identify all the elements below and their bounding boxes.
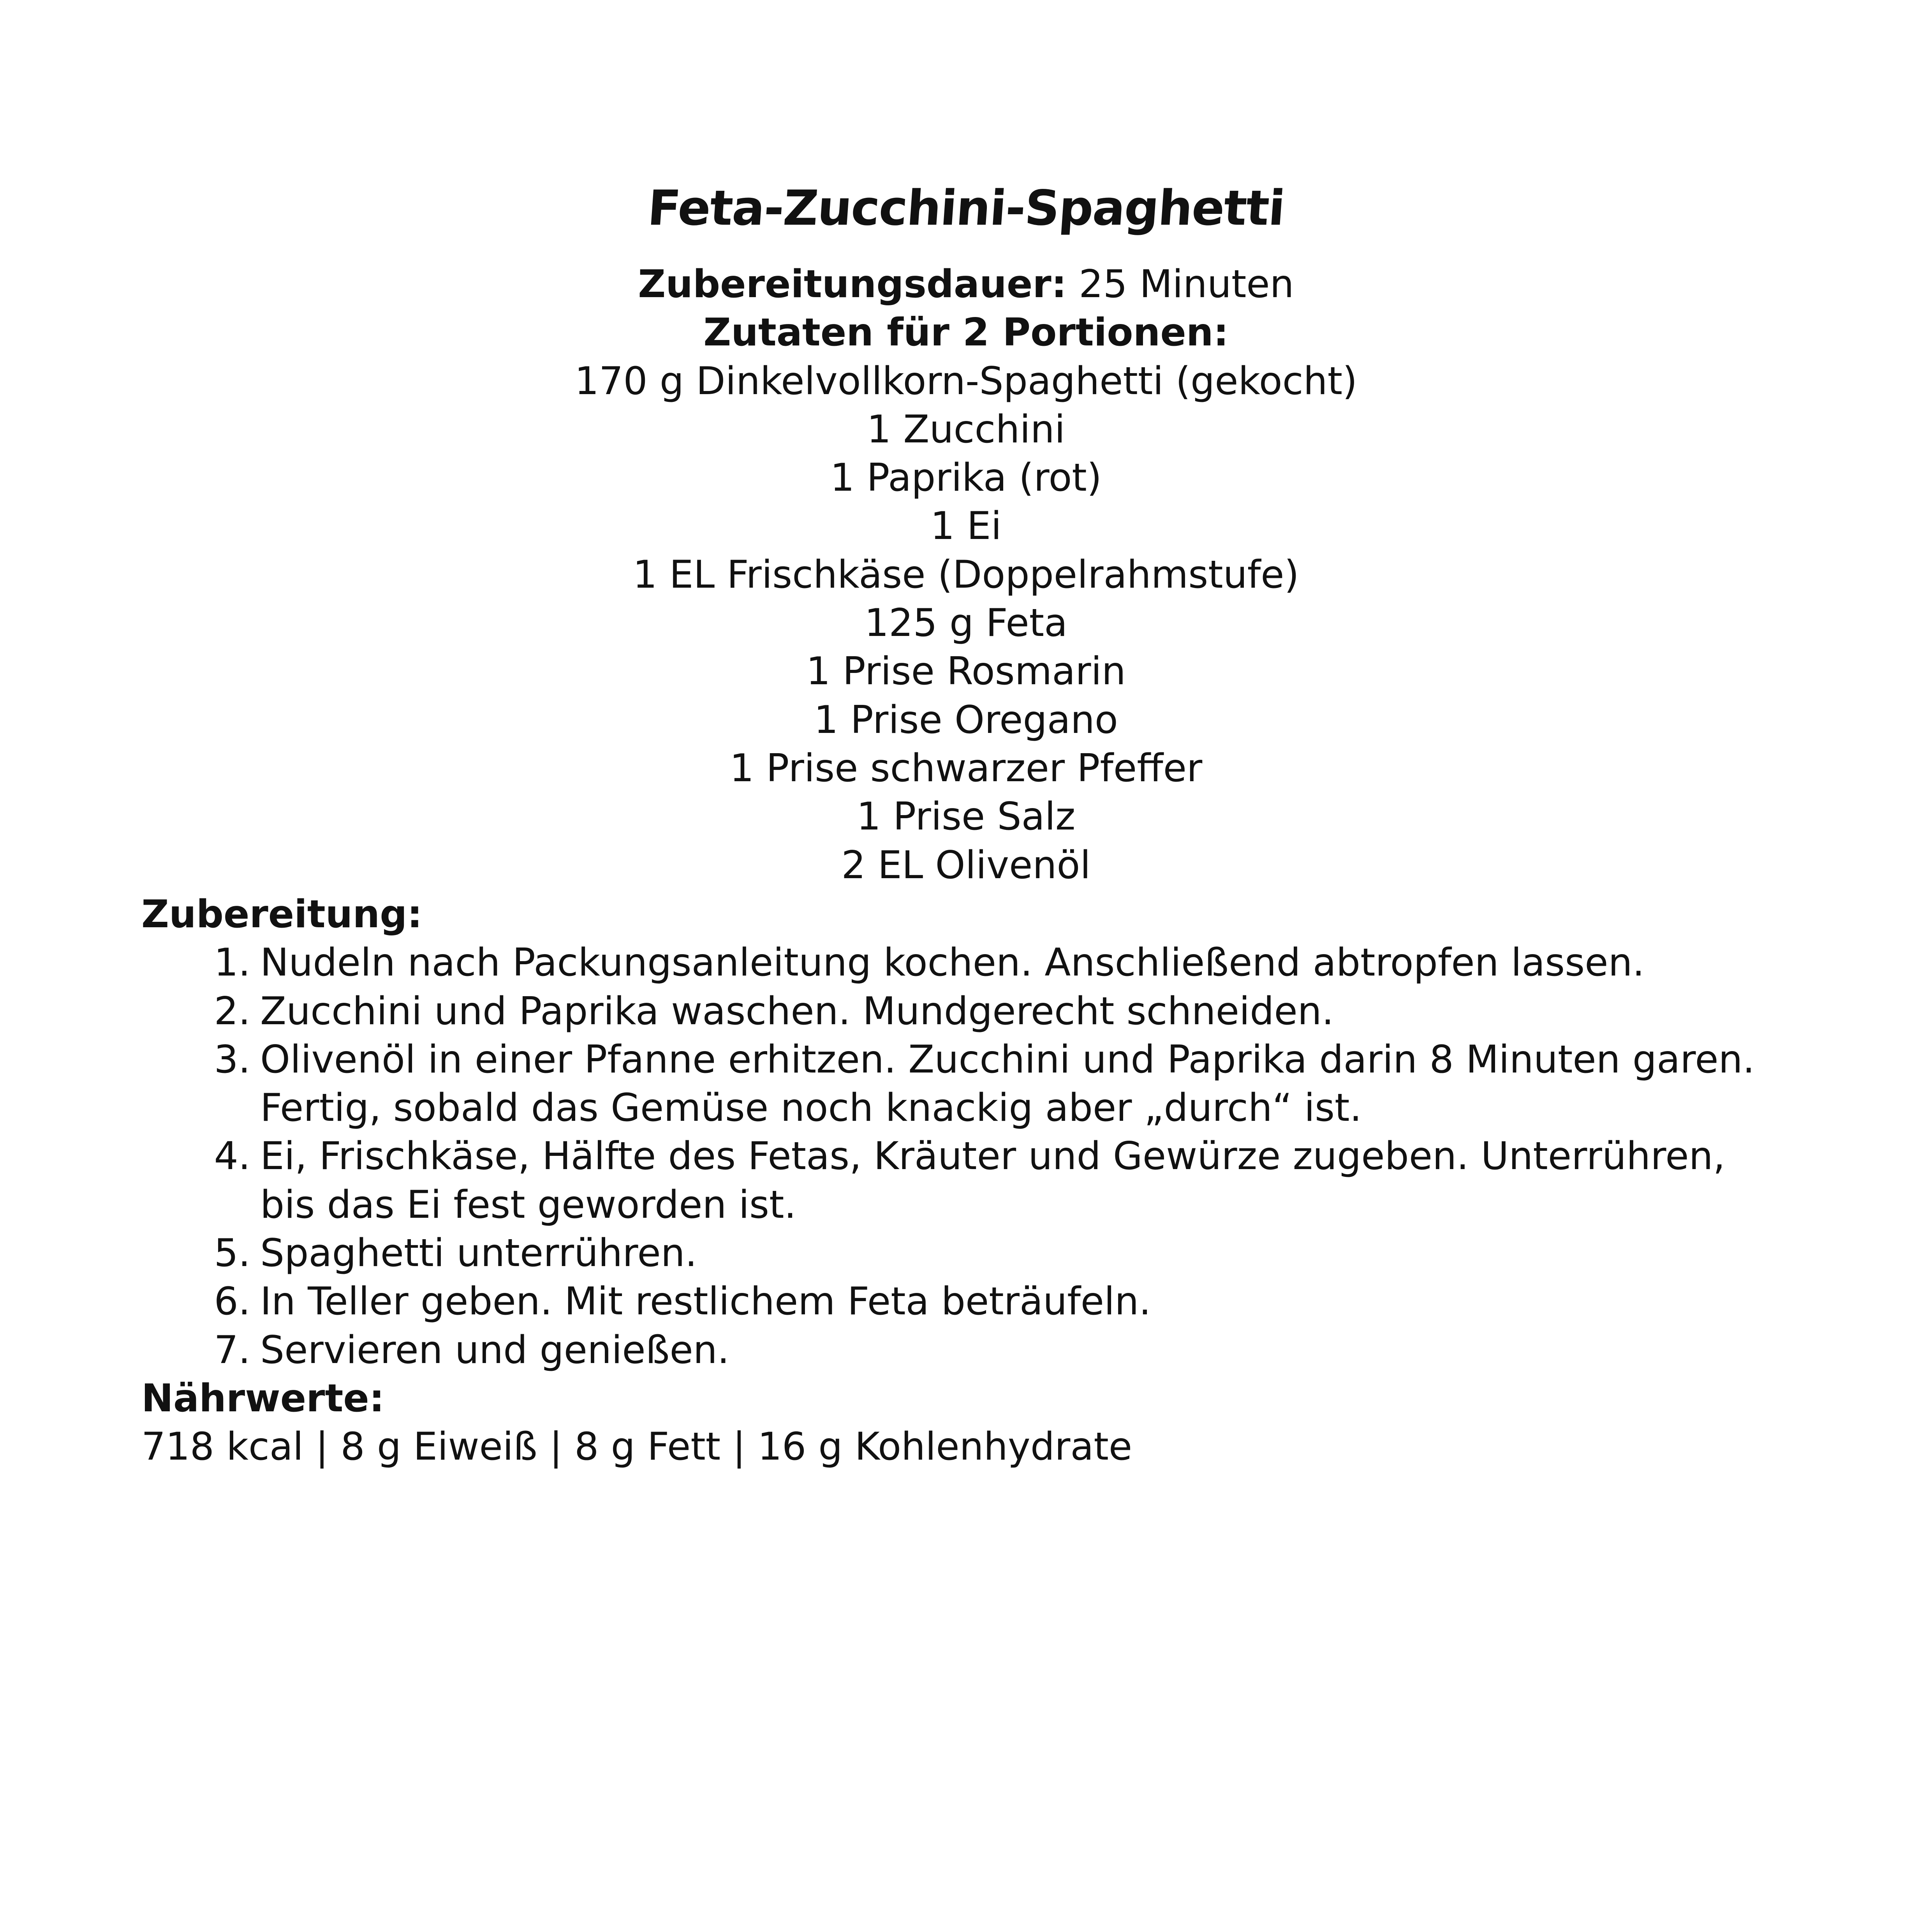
step-text: Nudeln nach Packungsanleitung kochen. Anschließend abtropfen lassen. <box>260 940 1645 985</box>
ingredient-item: 1 Paprika (rot) <box>830 456 1102 500</box>
method-block <box>141 890 1816 1471</box>
step-number: 7. <box>214 1328 250 1372</box>
ingredient-item: 1 Prise schwarzer Pfeffer <box>729 746 1203 791</box>
step-text: Servieren und genießen. <box>260 1328 729 1372</box>
step-number: 1. <box>214 940 250 985</box>
ingredients-heading: Zutaten für 2 Portionen: <box>703 310 1229 355</box>
method-steps-list <box>141 939 1816 1374</box>
step-number: 5. <box>214 1231 250 1276</box>
method-step <box>141 1229 1857 1277</box>
step-text: Ei, Frischkäse, Hälfte des Fetas, Kräuter und Gewürze zugeben. Unterrühren, <box>260 1134 1725 1179</box>
recipe-title: Feta-Zucchini-Spaghetti <box>646 180 1286 236</box>
nutrition-values: 718 kcal | 8 g Eiweiß | 8 g Fett | 16 g Kohlenhydrate <box>141 1425 1132 1469</box>
step-text-continued: Fertig, sobald das Gemüse noch knackig aber „durch“ ist. <box>260 1086 1362 1131</box>
prep-time-value: 25 Minuten <box>1066 262 1294 306</box>
ingredient-item: 1 Prise Rosmarin <box>806 649 1126 694</box>
method-step <box>141 987 1857 1036</box>
prep-time-line <box>0 260 1932 308</box>
step-text: In Teller geben. Mit restlichem Feta beträufeln. <box>260 1279 1151 1324</box>
step-text: Spaghetti unterrühren. <box>260 1231 697 1276</box>
step-text-continued: bis das Ei fest geworden ist. <box>260 1182 796 1227</box>
step-text: Olivenöl in einer Pfanne erhitzen. Zucchini und Paprika darin 8 Minuten garen. <box>260 1037 1755 1082</box>
step-number: 6. <box>214 1279 250 1324</box>
ingredient-item: 1 EL Frischkäse (Doppelrahmstufe) <box>633 552 1299 597</box>
ingredient-item: 125 g Feta <box>864 601 1068 646</box>
ingredient-item: 1 Prise Oregano <box>814 697 1118 742</box>
recipe-header-block <box>0 260 1932 889</box>
ingredient-item: 1 Prise Salz <box>856 794 1076 839</box>
step-number: 2. <box>214 989 250 1034</box>
method-step <box>141 1036 1857 1132</box>
step-number: 3. <box>214 1037 250 1082</box>
nutrition-heading: Nährwerte: <box>141 1376 385 1421</box>
method-step <box>141 1132 1857 1229</box>
method-step <box>141 1326 1857 1374</box>
ingredient-item: 2 EL Olivenöl <box>841 843 1091 888</box>
ingredient-item: 1 Ei <box>930 504 1002 549</box>
step-number: 4. <box>214 1134 250 1179</box>
method-step <box>141 939 1857 987</box>
prep-time-label: Zubereitungsdauer: <box>638 262 1067 306</box>
ingredient-item: 170 g Dinkelvollkorn-Spaghetti (gekocht) <box>574 359 1358 403</box>
ingredient-item: 1 Zucchini <box>866 407 1066 452</box>
method-step <box>141 1277 1857 1326</box>
method-heading: Zubereitung: <box>141 892 423 937</box>
step-text: Zucchini und Paprika waschen. Mundgerecht schneiden. <box>260 989 1334 1034</box>
